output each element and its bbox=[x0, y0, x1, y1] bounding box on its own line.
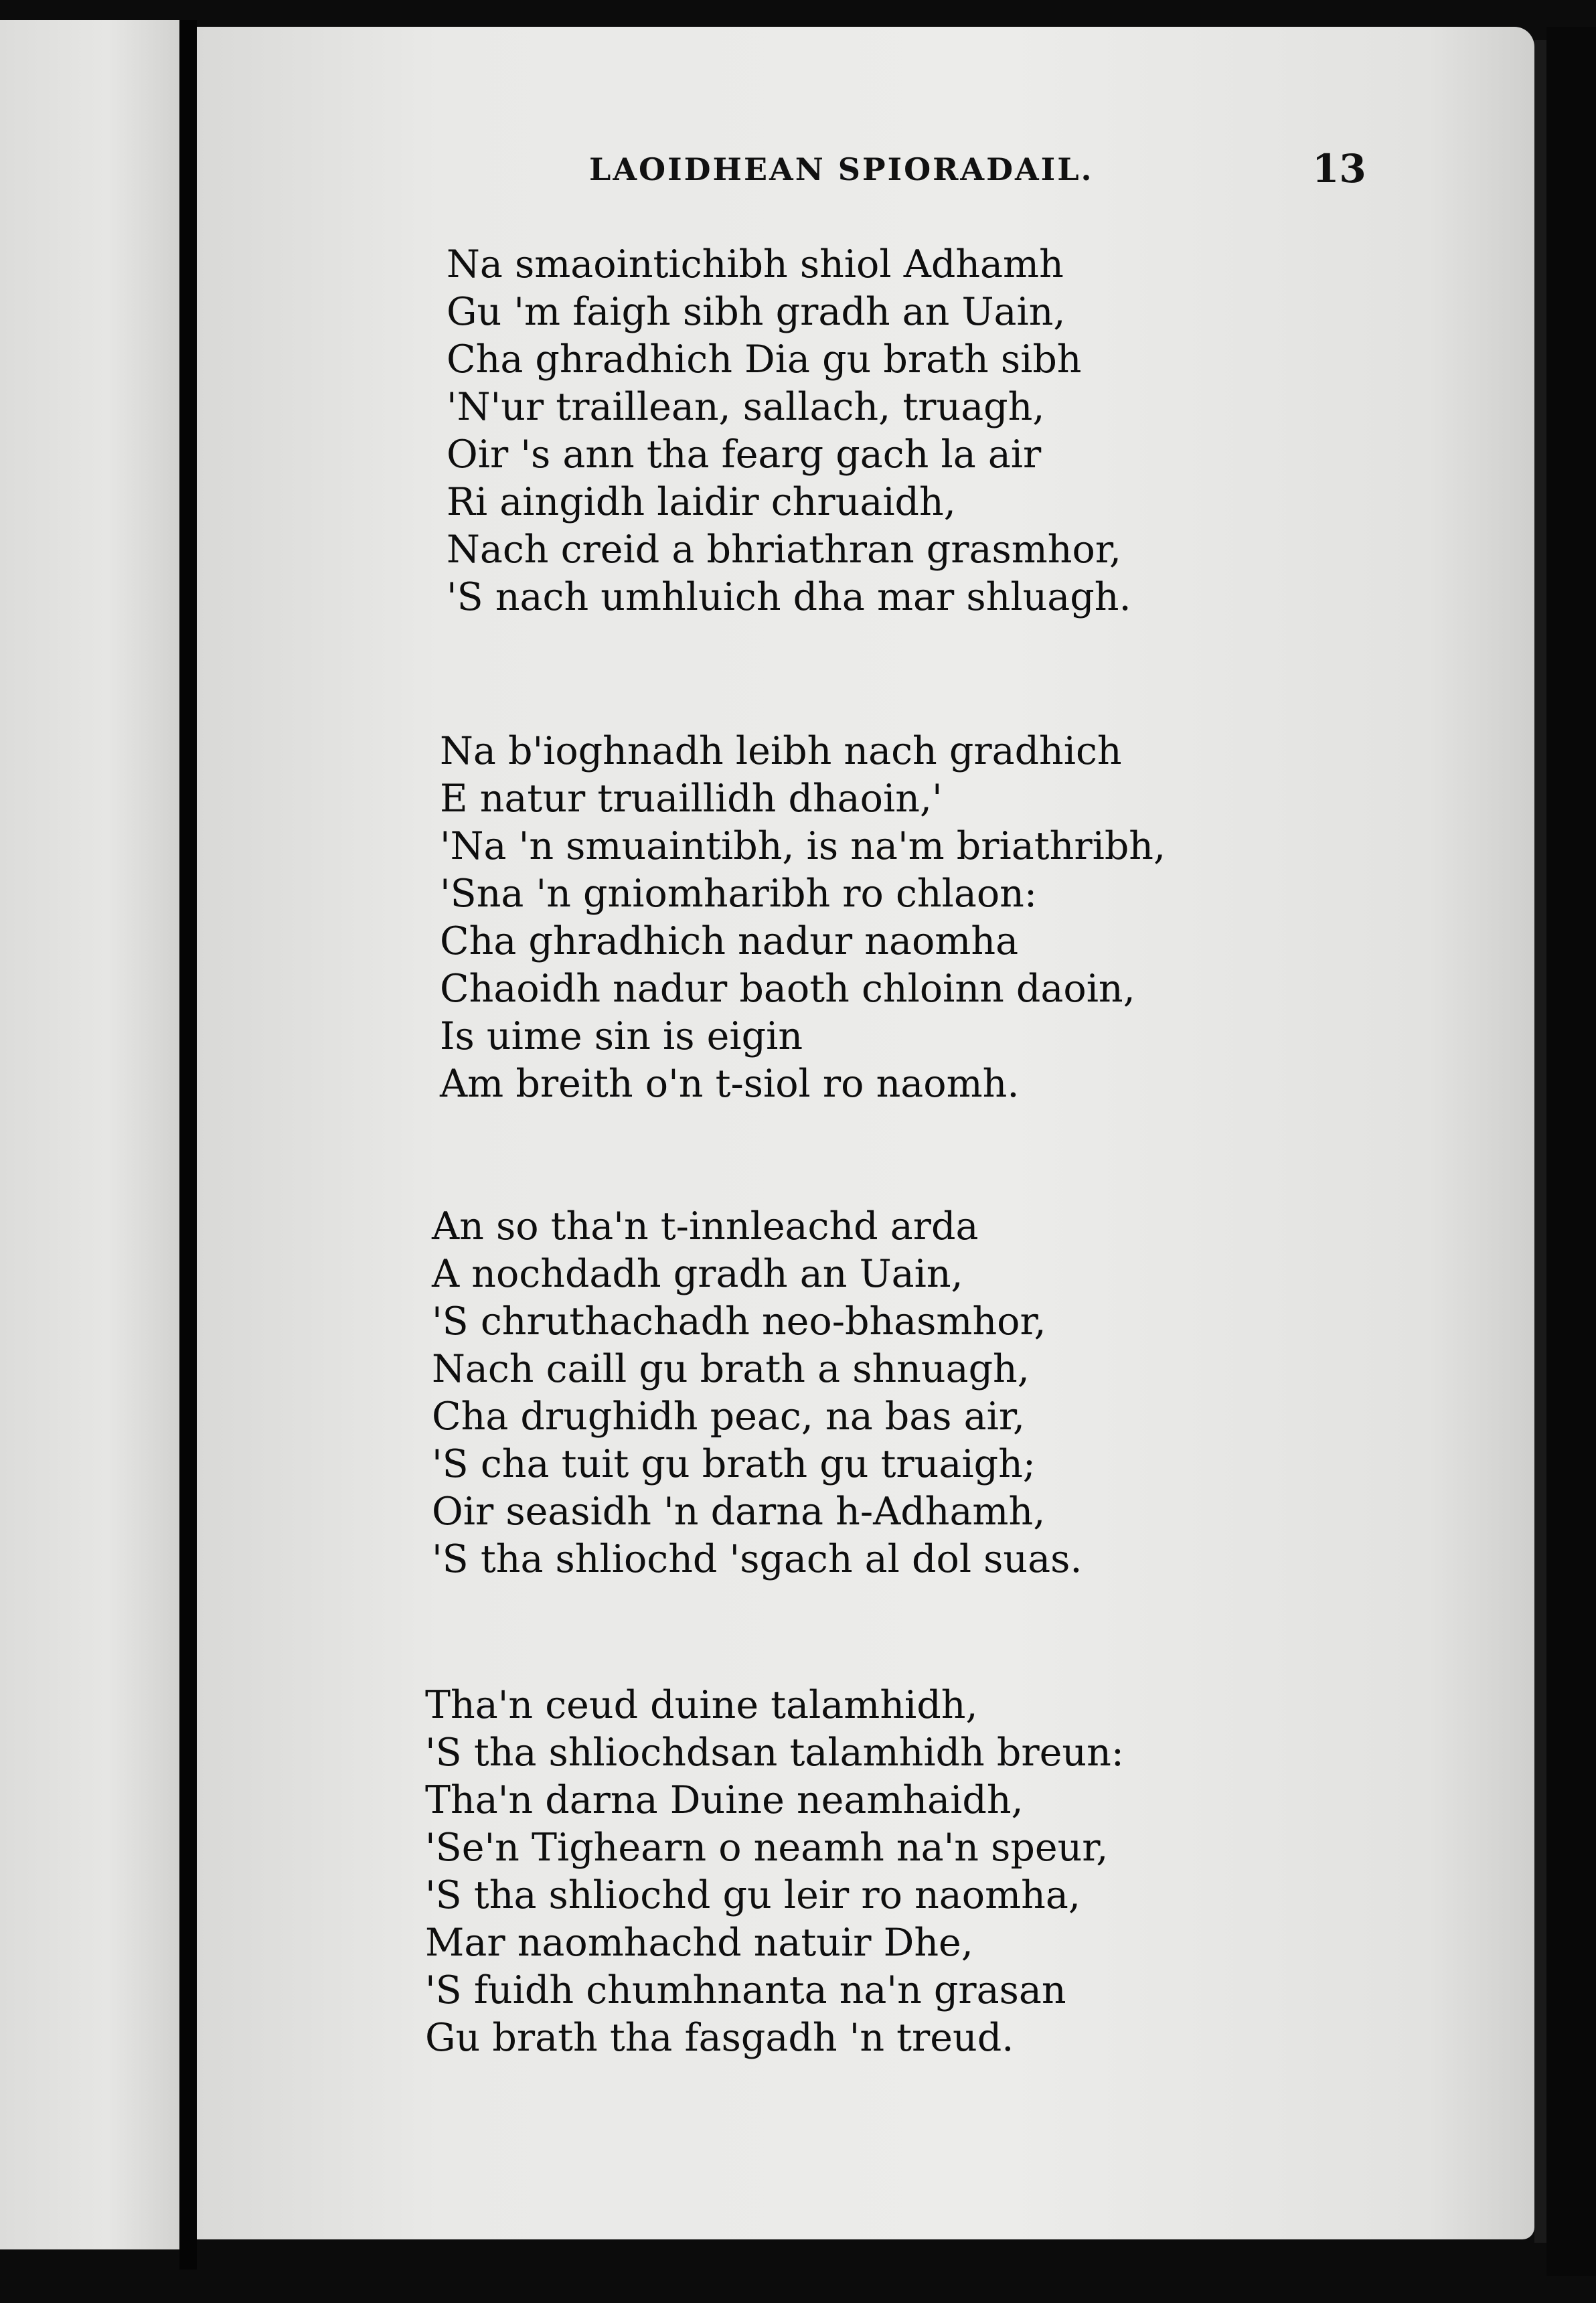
stanza bbox=[425, 1682, 1124, 2062]
page-edge bbox=[1534, 40, 1546, 2243]
verse-line: Cha drughidh peac, na bas air, bbox=[432, 1395, 1025, 1439]
verse-line: Tha'n darna Duine neamhaidh, bbox=[425, 1778, 1024, 1822]
verse-line: 'S chruthachadh neo-bhasmhor, bbox=[432, 1299, 1046, 1344]
verse-line: Nach creid a bhriathran grasmhor, bbox=[447, 528, 1121, 572]
verse-line: Tha'n ceud duine talamhidh, bbox=[425, 1683, 978, 1727]
stanza bbox=[440, 728, 1166, 1108]
verse-line: Na b'ioghnadh leibh nach gradhich bbox=[440, 729, 1122, 773]
verse-line: Cha ghradhich Dia gu brath sibh bbox=[447, 337, 1082, 382]
verse-line: Oir seasidh 'n darna h-Adhamh, bbox=[432, 1490, 1046, 1534]
verse-line: Is uime sin is eigin bbox=[440, 1014, 803, 1058]
verse-line: Am breith o'n t-siol ro naomh. bbox=[440, 1062, 1020, 1106]
verse-line: E natur truaillidh dhaoin,' bbox=[440, 777, 943, 821]
stanza bbox=[432, 1203, 1082, 1583]
verse-line: 'S tha shliochd 'sgach al dol suas. bbox=[432, 1537, 1083, 1581]
verse-line: 'S cha tuit gu brath gu truaigh; bbox=[432, 1442, 1036, 1486]
facing-page-edge bbox=[0, 20, 179, 2249]
book-gutter bbox=[179, 20, 197, 2270]
verse-line: Cha ghradhich nadur naomha bbox=[440, 919, 1019, 963]
verse-line: 'S fuidh chumhnanta na'n grasan bbox=[425, 1968, 1066, 2012]
verse-line: 'Na 'n smuaintibh, is na'm briathribh, bbox=[440, 824, 1166, 868]
verse-line: Mar naomhachd natuir Dhe, bbox=[425, 1921, 973, 1965]
scan-border bbox=[1546, 27, 1596, 2276]
verse-line: Oir 's ann tha fearg gach la air bbox=[447, 432, 1042, 477]
verse-line: Na smaointichibh shiol Adhamh bbox=[447, 242, 1064, 287]
verse-line: Gu 'm faigh sibh gradh an Uain, bbox=[447, 290, 1066, 334]
verse-line: Nach caill gu brath a shnuagh, bbox=[432, 1347, 1030, 1391]
stanza bbox=[447, 241, 1131, 621]
verse-line: A nochdadh gradh an Uain, bbox=[432, 1252, 963, 1296]
verse-line: Ri aingidh laidir chruaidh, bbox=[447, 480, 956, 524]
verse-line: 'S tha shliochdsan talamhidh breun: bbox=[425, 1731, 1124, 1775]
verse-line: 'Se'n Tighearn o neamh na'n speur, bbox=[425, 1826, 1109, 1870]
verse-line: Chaoidh nadur baoth chloinn daoin, bbox=[440, 967, 1135, 1011]
verse-line: 'S tha shliochd gu leir ro naomha, bbox=[425, 1873, 1081, 1917]
verse-line: An so tha'n t-innleachd arda bbox=[432, 1204, 979, 1249]
verse-line: 'N'ur traillean, sallach, truagh, bbox=[447, 385, 1045, 429]
running-title: LAOIDHEAN SPIORADAIL. bbox=[589, 151, 1094, 187]
page-number: 13 bbox=[1312, 146, 1366, 191]
verse-line: 'Sna 'n gniomharibh ro chlaon: bbox=[440, 872, 1038, 916]
verse-line: 'S nach umhluich dha mar shluagh. bbox=[447, 575, 1131, 619]
verse-line: Gu brath tha fasgadh 'n treud. bbox=[425, 2016, 1014, 2060]
